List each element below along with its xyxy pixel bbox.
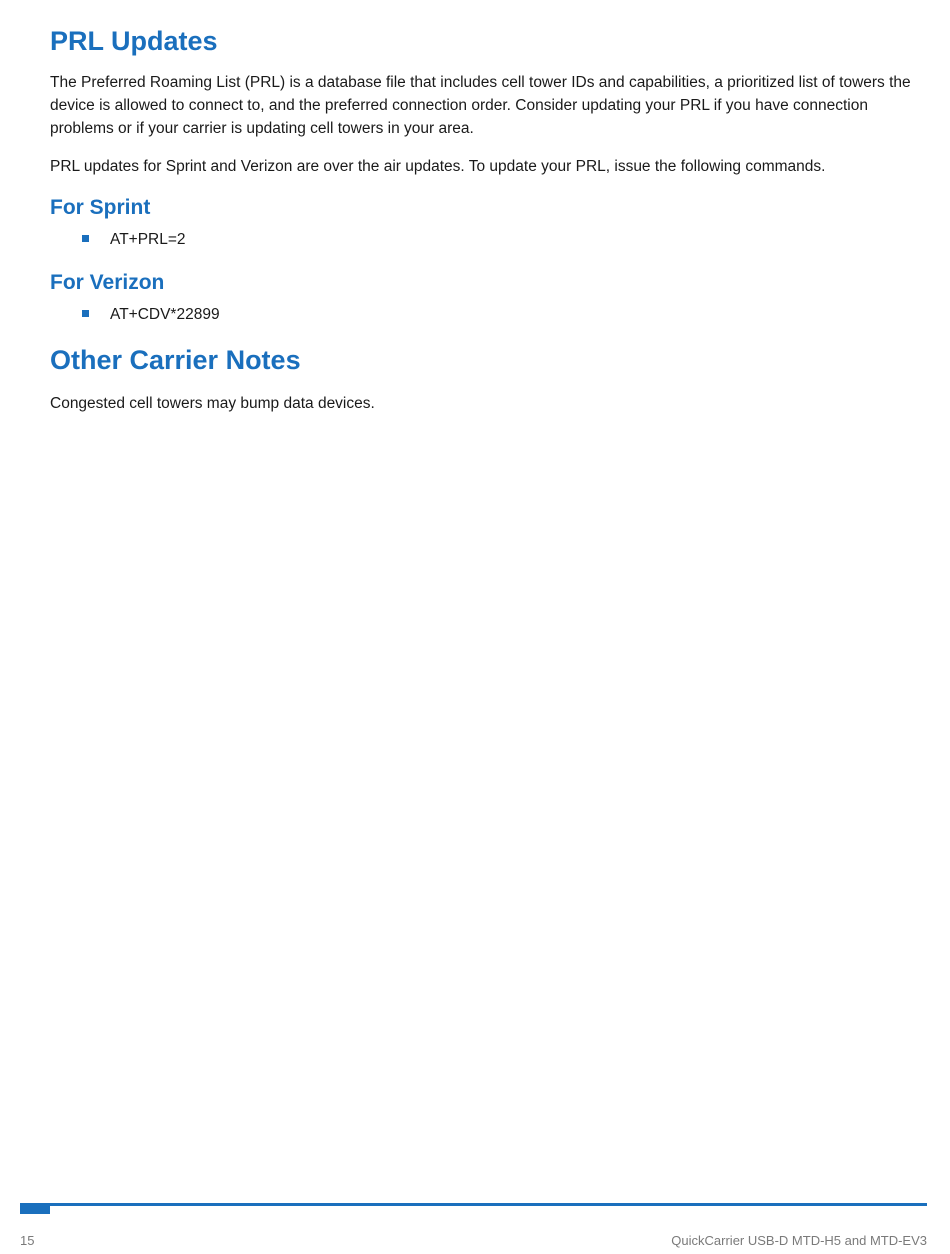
other-carrier-notes-paragraph: Congested cell towers may bump data devices. [50, 395, 375, 412]
for-verizon-heading: For Verizon [50, 271, 165, 294]
footer-divider [20, 1203, 927, 1206]
for-sprint-heading: For Sprint [50, 196, 151, 219]
verizon-command-list-item [82, 306, 220, 324]
verizon-command-text: AT+CDV*22899 [110, 306, 220, 323]
prl-updates-heading: PRL Updates [50, 26, 218, 56]
prl-description-paragraph: The Preferred Roaming List (PRL) is a database file that includes cell tower IDs and capabilities, a prioritized list of towers the device is allowed to connect to, and the preferred connection order. Consider updating your PRL if you have connection problems or if your carrier is updating cell towers in your area. [50, 74, 911, 137]
sprint-command-text: AT+PRL=2 [110, 231, 186, 248]
other-carrier-notes-heading: Other Carrier Notes [50, 345, 301, 375]
square-bullet-icon [82, 310, 89, 317]
square-bullet-icon [82, 235, 89, 242]
prl-update-instructions-paragraph: PRL updates for Sprint and Verizon are over the air updates. To update your PRL, issue the following commands. [50, 158, 826, 175]
footer-document-title: QuickCarrier USB-D MTD-H5 and MTD-EV3 [671, 1233, 927, 1248]
sprint-command-list-item [82, 231, 186, 249]
footer-page-number: 15 [20, 1233, 35, 1248]
footer-accent-tab [20, 1203, 50, 1214]
